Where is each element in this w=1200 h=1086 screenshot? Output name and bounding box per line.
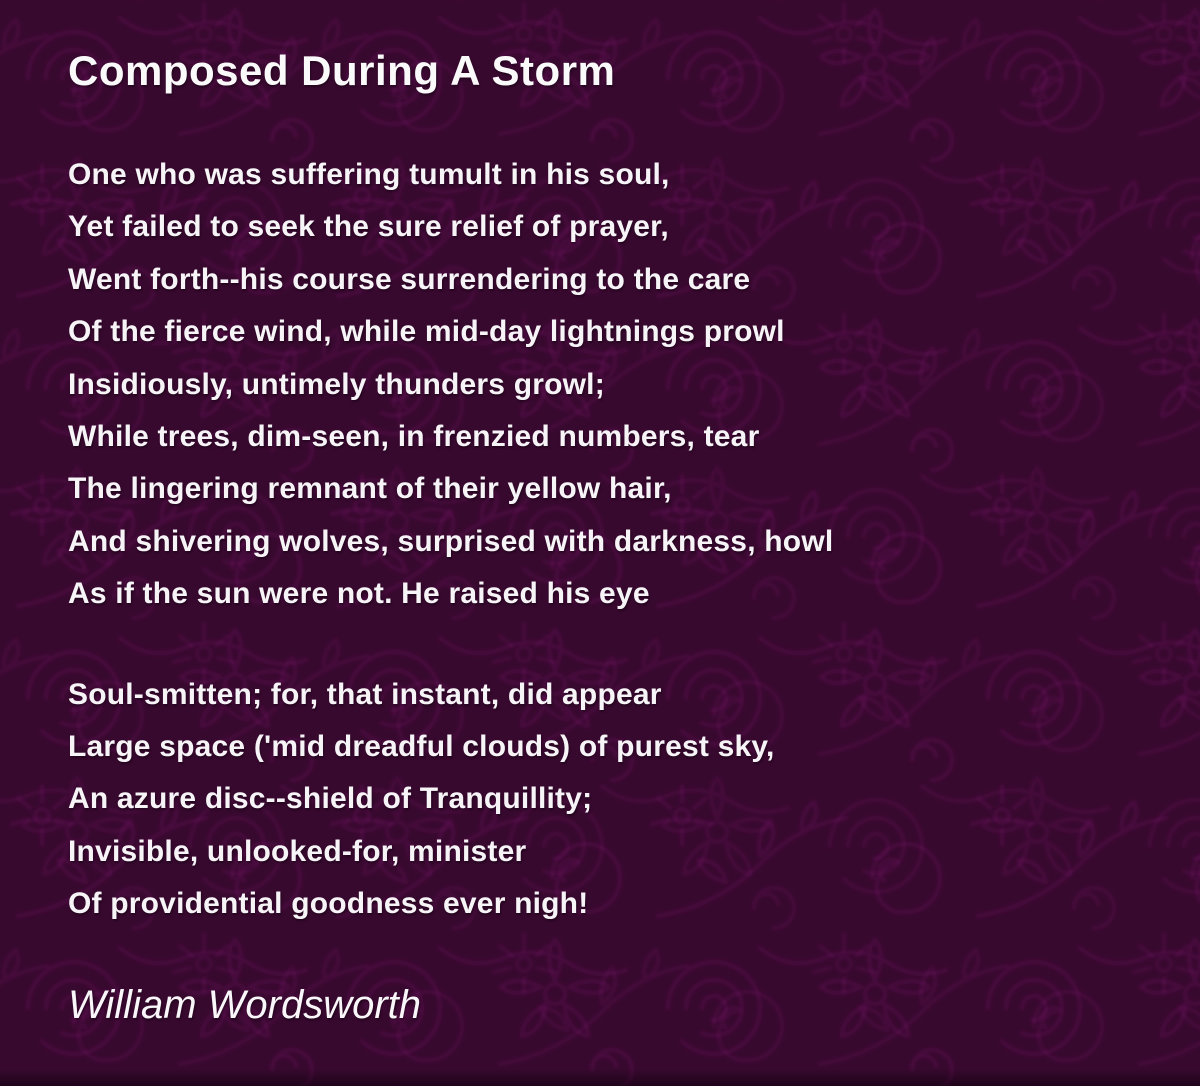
poem-line: Yet failed to seek the sure relief of prayer, bbox=[68, 210, 669, 244]
poem-line: Insidiously, untimely thunders growl; bbox=[68, 367, 605, 401]
poem-title: Composed During A Storm bbox=[68, 47, 616, 94]
poem-line: One who was suffering tumult in his soul, bbox=[68, 158, 670, 191]
poem-line: Went forth--his course surrendering to the care bbox=[68, 262, 751, 296]
poem-line: And shivering wolves, surprised with darkness, howl bbox=[68, 524, 834, 558]
bottom-shade bbox=[0, 1068, 1200, 1086]
poem-line: Large space ('mid dreadful clouds) of purest sky, bbox=[68, 730, 775, 764]
poem-author: William Wordsworth bbox=[68, 982, 422, 1027]
poem-line: The lingering remnant of their yellow hair, bbox=[68, 472, 672, 506]
poem-line: Of the fierce wind, while mid-day lightnings prowl bbox=[68, 315, 785, 349]
poem-line: An azure disc--shield of Tranquillity; bbox=[68, 782, 593, 816]
stanza-1 bbox=[68, 149, 1160, 621]
poem-line: Invisible, unlooked-for, minister bbox=[68, 834, 527, 868]
poem-line: As if the sun were not. He raised his eye bbox=[68, 577, 650, 611]
stanza-2 bbox=[68, 669, 1160, 931]
poem-line: Of providential goodness ever nigh! bbox=[68, 887, 589, 921]
poem-line: Soul-smitten; for, that instant, did appear bbox=[68, 677, 662, 711]
poem-page bbox=[68, 0, 1160, 1029]
poem-line: While trees, dim-seen, in frenzied numbers, tear bbox=[68, 420, 760, 454]
